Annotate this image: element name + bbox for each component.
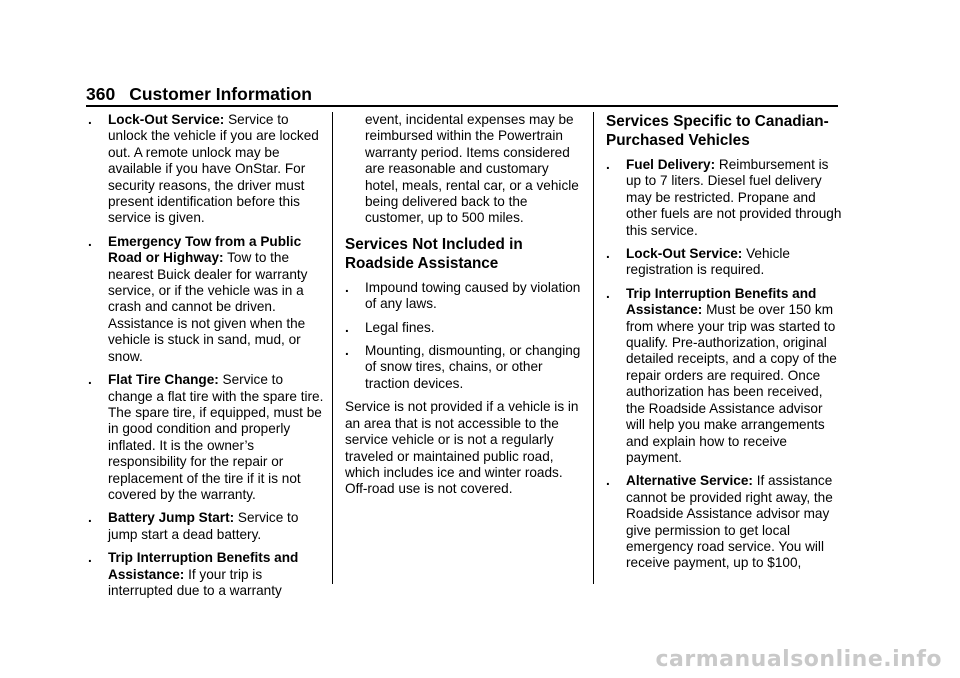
- list-item: [345, 320, 581, 336]
- item-lead: Trip Interruption Benefits and Assistance:: [108, 550, 299, 582]
- list-item-battery-jump: [88, 510, 324, 543]
- bullet: .: [345, 279, 349, 295]
- item-text: Service to change a flat tire with the spare tire. The spare tire, if equipped, must be in good condition and properly inflated. It is the owner’s responsibility for the repair or replacement of the tire if it is not covered by the warranty.: [108, 372, 324, 502]
- list-item-trip-interruption: [88, 550, 324, 599]
- list-item-flat-tire: [88, 372, 324, 503]
- page-header: [86, 82, 838, 106]
- item-text: Service to unlock the vehicle if you are locked out. A remote unlock may be available if you have OnStar. For security reasons, the driver must present identification before this service is given.: [108, 112, 319, 226]
- bullet: .: [88, 112, 92, 127]
- bullet: .: [88, 372, 92, 388]
- bullet: .: [88, 550, 92, 566]
- item-lead: Battery Jump Start:: [108, 510, 235, 526]
- item-text: Service to jump start a dead battery.: [108, 510, 299, 542]
- bullet: .: [606, 285, 610, 301]
- page-section-title: Customer Information: [129, 84, 312, 104]
- item-text: Must be over 150 km from where your trip was started to qualify. Pre-authorization, original detailed receipts, and a copy of the repair orders are required. Once authorization has been received, the Roadside Assistance advisor will help you make arrangements and explain how to receive payment.: [626, 302, 837, 465]
- list-item-alternative-service: [606, 473, 842, 571]
- bullet: .: [345, 343, 349, 359]
- item-lead: Emergency Tow from a Public Road or Highway:: [108, 233, 302, 266]
- bullet: .: [88, 233, 92, 249]
- list-item: [345, 280, 581, 313]
- item-text: Impound towing caused by violation of any laws.: [365, 279, 581, 312]
- header-rule: [86, 105, 838, 107]
- item-text: Reimbursement is up to 7 liters. Diesel fuel delivery may be restricted. Propane and other fuels are not provided through this service.: [626, 157, 842, 238]
- bullet: .: [606, 157, 610, 172]
- list-item-lockout: [88, 112, 324, 227]
- item-lead: Trip Interruption Benefits and Assistance:: [626, 285, 817, 318]
- column-divider-left: [332, 112, 333, 584]
- list-item-emergency-tow: [88, 234, 324, 365]
- column-divider-right: [593, 112, 594, 584]
- list-item-trip-interruption: [606, 286, 842, 466]
- item-lead: Fuel Delivery:: [626, 157, 716, 172]
- item-text: If your trip is interrupted due to a warranty: [108, 566, 282, 598]
- column-1: [88, 112, 324, 606]
- item-lead: Flat Tire Change:: [108, 372, 219, 388]
- watermark: carmanualsonline.info: [655, 647, 942, 672]
- body-paragraph: Service is not provided if a vehicle is in an area that is not accessible to the service vehicle or is not a regularly traveled or maintained public road, which includes ice and winter roads. Off-road use is not covered.: [345, 399, 579, 497]
- section-heading-canadian: Services Specific to Canadian-Purchased Vehicles: [606, 113, 829, 149]
- item-text: If assistance cannot be provided right away, the Roadside Assistance advisor may give permission to get local emergency road service. You will receive payment, up to $100,: [626, 473, 833, 571]
- item-lead: Alternative Service:: [626, 473, 753, 489]
- column-2: [345, 112, 581, 505]
- item-text: Legal fines.: [365, 319, 435, 335]
- page-number: 360: [86, 84, 116, 104]
- column-3: [606, 112, 842, 579]
- item-lead: Lock-Out Service:: [108, 112, 225, 127]
- item-text: Tow to the nearest Buick dealer for warranty service, or if the vehicle was in a crash and cannot be driven. Assistance is not given when the vehicle is stuck in sand, mud, or snow.: [108, 250, 308, 364]
- bullet: .: [606, 473, 610, 489]
- list-item-lockout: [606, 246, 842, 279]
- item-text: Vehicle registration is required.: [626, 246, 790, 278]
- list-item: [345, 343, 581, 392]
- bullet: .: [88, 510, 92, 526]
- item-lead: Lock-Out Service:: [626, 246, 743, 262]
- section-heading-not-included: Services Not Included in Roadside Assistance: [345, 235, 523, 272]
- item-text: Mounting, dismounting, or changing of snow tires, chains, or other traction devices.: [365, 343, 581, 391]
- bullet: .: [345, 319, 349, 335]
- continuation-text: event, incidental expenses may be reimbursed within the Powertrain warranty period. Items considered are reasonable and customary hotel, meals, rental car, or a vehicle being delivered back to the customer, up to 500 miles.: [365, 112, 579, 226]
- bullet: .: [606, 246, 610, 262]
- list-item-fuel-delivery: [606, 157, 842, 239]
